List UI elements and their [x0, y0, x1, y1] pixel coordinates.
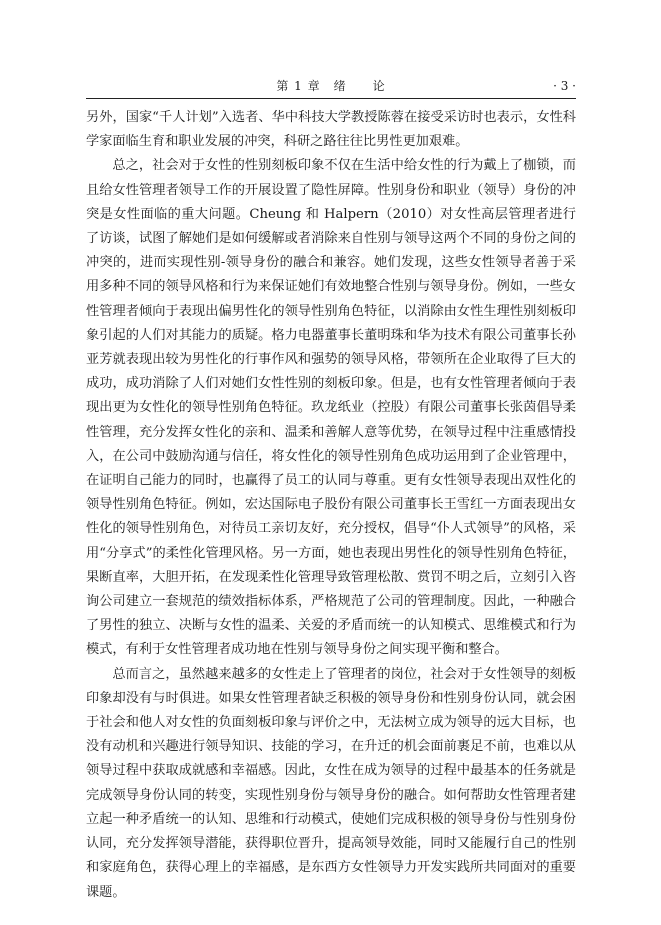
paragraph-2: 总之，社会对于女性的性别刻板印象不仅在生活中给女性的行为戴上了枷锁，而且给女性管理者领导工作的开展设置了隐性屏障。性别身份和职业（领导）身份的冲突是女性面临的重大问题。Cheung 和 Halpern（2010）对女性高层管理者进行了访谈，试图了解她们是如何缓解或者消除来自性别与领导这两个不同的身份之间的冲突的，进而实现性别-领导身份的融合和兼容。她们发现，这些女性领导者善于采用多种不同的领导风格和行为来保证她们有效地整合性别与领导身份。例如，一些女性管理者倾向于表现出偏男性化的领导性别角色特征，以消除由女性生理性别刻板印象引起的人们对其能力的质疑。格力电器董事长董明珠和华为技术有限公司董事长孙亚芳就表现出较为男性化的行事作风和强势的领导风格，带领所在企业取得了巨大的成功，成功消除了人们对她们女性性别的刻板印象。但是，也有女性管理者倾向于表现出更为女性化的领导性别角色特征。玖龙纸业（控股）有限公司董事长张茵倡导柔性管理，充分发挥女性化的亲和、温柔和善解人意等优势，在领导过程中注重感情投入，在公司中鼓励沟通与信任，将女性化的领导性别角色成功运用到了企业管理中，在证明自己能力的同时，也赢得了员工的认同与尊重。更有女性领导表现出双性化的领导性别角色特征。例如，宏达国际电子股份有限公司董事长王雪红一方面表现出女性化的领导性别角色，对待员工亲切友好，充分授权，倡导“仆人式领导”的风格，采用“分享式”的柔性化管理风格。另一方面，她也表现出男性化的领导性别角色特征，果断直率，大胆开拓，在发现柔性化管理导致管理松散、赏罚不明之后，立刻引入咨询公司建立一套规范的绩效指标体系，严格规范了公司的管理制度。因此，一种融合了男性的独立、决断与女性的温柔、关爱的矛盾而统一的认知模式、思维模式和行为模式，有利于女性管理者成功地在性别与领导身份之间实现平衡和整合。: [86, 158, 576, 658]
paragraph-3: 总而言之，虽然越来越多的女性走上了管理者的岗位，社会对于女性领导的刻板印象却没有与时俱进。如果女性管理者缺乏积极的领导身份和性别身份认同，就会困于社会和他人对女性的负面刻板印象与评价之中，无法树立成为领导的远大目标，也没有动机和兴趣进行领导知识、技能的学习，在升迁的机会面前裹足不前，也难以从领导过程中获取成就感和幸福感。因此，女性在成为领导的过程中最基本的任务就是完成领导身份认同的转变，实现性别身份与领导身份的融合。如何帮助女性管理者建立起一种矛盾统一的认知、思维和行动模式，使她们完成积极的领导身份与性别身份认同，充分发挥领导潜能，获得职位晋升，提高领导效能，同时又能履行自己的性别和家庭角色，获得心理上的幸福感，是东西方女性领导力开发实践所共同面对的重要课题。: [86, 666, 576, 900]
page-number: · 3 ·: [553, 79, 576, 93]
paragraph-1: 另外，国家“千人计划”入选者、华中科技大学教授陈蓉在接受采访时也表示，女性科学家面临生育和职业发展的冲突，科研之路往往比男性更加艰难。: [86, 110, 576, 150]
body-text: [86, 106, 576, 905]
running-header: [86, 76, 576, 96]
header-rule: [86, 98, 576, 99]
chapter-title: 第 1 章 绪 论: [276, 79, 386, 93]
